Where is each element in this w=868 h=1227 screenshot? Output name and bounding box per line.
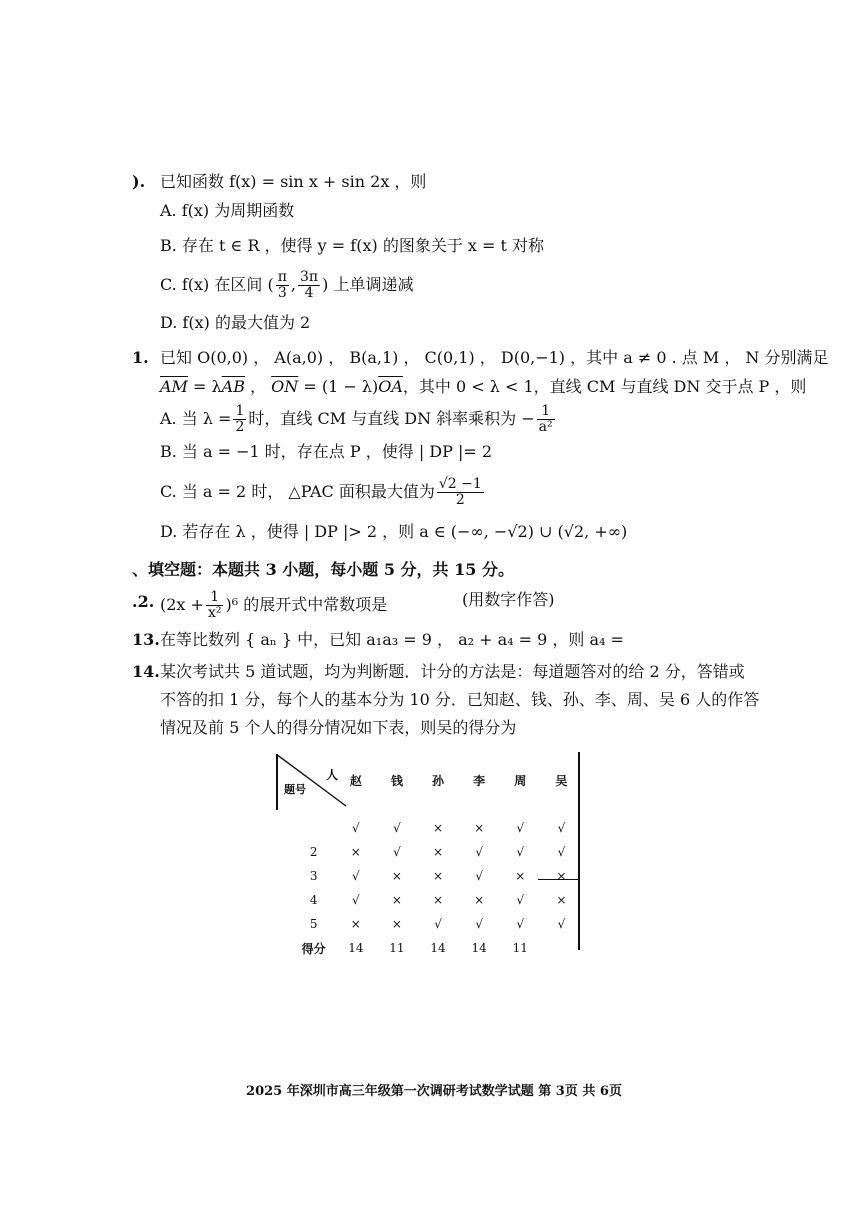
table-row: [292, 864, 582, 888]
fraction-denominator: 2: [235, 419, 245, 435]
option-c-suffix: ) 上单调递减: [322, 275, 414, 294]
table-cell: 14: [348, 941, 364, 955]
table-cell: √: [434, 917, 442, 931]
question-9-stem: 已知函数 f(x) = sin x + sin 2x ，则: [160, 172, 427, 191]
vector-ab: $\overline{AB}$: [221, 377, 245, 396]
table-cell: ×: [515, 869, 526, 883]
table-corner-top-label: 人: [326, 768, 339, 782]
table-header-cell: 孙: [432, 773, 445, 788]
table-cell: √: [557, 917, 566, 931]
fraction-denominator: 4: [304, 285, 314, 301]
fraction-numerator: 1: [206, 590, 224, 606]
table-cell: 11: [389, 941, 405, 955]
table-cell: ×: [391, 917, 402, 931]
table-cell: √: [516, 845, 525, 859]
question-9-option-d: D. f(x) 的最大值为 2: [160, 313, 311, 332]
question-11-option-d: D. 若存在 λ ，使得 | DP |> 2 ，则 a ∈ (−∞, −√2) ∪ (√2, +∞): [160, 522, 628, 541]
question-9-option-c: C. f(x) 在区间 ( $\frac{\pi}{3}$ , $\frac{3\pi}{4}$ ) 上单调递减: [160, 269, 414, 301]
table-header-cell: 赵: [349, 773, 362, 788]
table-cell: √: [352, 893, 360, 907]
fraction-numerator: 1: [537, 404, 555, 420]
table-cell: [541, 936, 582, 960]
question-13-number: 13.: [132, 630, 160, 649]
q12-suffix: )⁶ 的展开式中常数项是: [225, 595, 388, 614]
table-cell: ×: [474, 893, 485, 907]
question-11-option-c: [160, 477, 486, 508]
question-9-number: ).: [132, 172, 146, 191]
table-header-cell: 周: [514, 773, 527, 788]
question-14-line3: 情况及前 5 个人的得分情况如下表，则吴的得分为: [160, 718, 517, 737]
fraction-numerator: 3π: [300, 269, 319, 285]
table-cell: ×: [433, 869, 444, 883]
table-corner-cell: [292, 768, 335, 792]
table-row: [292, 816, 582, 840]
table-header-cell: 吴: [555, 773, 568, 788]
question-11-option-a: [160, 404, 557, 435]
table-cell: ×: [391, 893, 402, 907]
question-11-option-b: B. 当 a = −1 时，存在点 P ，使得 | DP |= 2: [160, 442, 493, 461]
row-label: 5: [309, 917, 318, 931]
fraction-denominator: a²: [538, 419, 553, 435]
question-11-number: 1.: [132, 348, 149, 367]
table-cell: √: [393, 821, 401, 835]
spacer-cell: [292, 792, 335, 816]
table-cell: √: [557, 821, 566, 835]
row-label: 4: [309, 893, 318, 907]
fraction-sqrt2-minus-1-over-2: [437, 477, 484, 508]
table-row: [292, 840, 582, 864]
row-label: 3: [309, 869, 318, 883]
page-footer: 2025 年深圳市高三年级第一次调研考试数学试题 第 3页 共 6页: [246, 1084, 622, 1099]
table-cell: ×: [433, 845, 444, 859]
table-cell: ×: [433, 821, 444, 835]
question-12-hint: (用数字作答): [462, 590, 555, 609]
question-14-number: 14.: [132, 662, 160, 681]
option-a-prefix: A. 当 λ =: [160, 409, 232, 428]
option-a-middle: 时，直线 CM 与直线 DN 斜率乘积为 −: [248, 409, 535, 428]
question-11-stem-line1: 已知 O(0,0) ， A(a,0) ， B(a,1) ， C(0,1) ， D(0,−1) ，其中 a ≠ 0 . 点 M ， N 分别满足: [160, 348, 829, 367]
table-cell: √: [475, 869, 483, 883]
table-cell: √: [516, 821, 525, 835]
vector-oa: $\overline{OA}$: [378, 377, 403, 396]
table-cell: ×: [556, 893, 567, 907]
fraction-one-half: [233, 404, 246, 435]
vector-am: $\overline{AM}$: [160, 377, 188, 396]
question-12-text: [160, 590, 387, 621]
question-9-option-b: B. 存在 t ∈ R ，使得 y = f(x) 的图象关于 x = t 对称: [160, 236, 545, 255]
table-cell: √: [516, 917, 525, 931]
question-9-option-a: A. f(x) 为周期函数: [160, 201, 295, 220]
row-label: 2: [309, 845, 318, 859]
table-cell: √: [557, 845, 566, 859]
fraction-one-over-a-squared: [537, 404, 555, 435]
row-label: [292, 816, 335, 840]
table-cell: 11: [512, 941, 528, 955]
q12-prefix: (2x +: [160, 595, 204, 614]
fraction-denominator: 3: [277, 285, 287, 301]
fraction-denominator: x²: [207, 605, 222, 621]
answer-table: [292, 768, 582, 960]
table-header-cell: 钱: [390, 773, 403, 788]
table-cell: ×: [474, 821, 485, 835]
fraction-numerator: π: [277, 269, 287, 285]
option-c-prefix: C. 当 a = 2 时， △PAC 面积最大值为: [160, 482, 435, 501]
table-cell: √: [475, 917, 483, 931]
fraction-pi-3: [276, 270, 289, 301]
table-cell: ×: [350, 917, 361, 931]
question-11-stem-line2: $\overline{AM} = \lambda\overline{AB}$ ， $\overline{ON} = (1 - \lambda)\overline{OA}$，其中 0 < λ < 1，直线 CM 与直线 DN 交于点 P ，则: [160, 377, 807, 396]
question-14-line1: 某次考试共 5 道试题，均为判断题．计分的方法是：每道题答对的给 2 分，答错或: [160, 662, 745, 681]
table-cell: √: [393, 845, 401, 859]
table-header-cell: 李: [473, 773, 486, 788]
table-cell: ×: [433, 893, 444, 907]
table-header-row: [292, 768, 582, 792]
table-cell: ×: [556, 869, 567, 883]
fraction-one-over-x-squared: [206, 590, 224, 621]
fraction-denominator: 2: [455, 492, 465, 508]
question-12-number: .2.: [132, 592, 155, 611]
question-13-text: 在等比数列 { aₙ } 中，已知 a₁a₃ = 9 ， a₂ + a₄ = 9 ，则 a₄ =: [160, 630, 624, 649]
table-cell: √: [352, 869, 360, 883]
table-corner-bottom-label: 题号: [284, 783, 306, 796]
table-cell: √: [475, 845, 483, 859]
table-row-score: [292, 936, 582, 960]
table-cell: √: [516, 893, 525, 907]
fraction-numerator: √2 −1: [438, 476, 482, 492]
section-fill-in-blank-header: 、填空题：本题共 3 小题，每小题 5 分，共 15 分。: [132, 560, 514, 579]
table-cell: 14: [430, 941, 446, 955]
fraction-3pi-4: [298, 270, 320, 301]
fraction-numerator: 1: [235, 403, 245, 419]
option-c-prefix: C. f(x) 在区间 (: [160, 275, 274, 294]
row-label: 得分: [301, 941, 326, 956]
stem-line2-rest: ，其中 0 < λ < 1，直线 CM 与直线 DN 交于点 P ，则: [402, 377, 807, 396]
vector-on: $\overline{ON}$: [271, 377, 299, 396]
table-cell: √: [352, 821, 360, 835]
table-cell: ×: [391, 869, 402, 883]
table-cell: ×: [350, 845, 361, 859]
question-14-line2: 不答的扣 1 分，每个人的基本分为 10 分．已知赵、钱、孙、李、周、吴 6 人的作答: [160, 690, 760, 709]
table-cell: 14: [471, 941, 487, 955]
table-row: [292, 888, 582, 912]
table-row: [292, 912, 582, 936]
table-left-border: [276, 754, 278, 810]
